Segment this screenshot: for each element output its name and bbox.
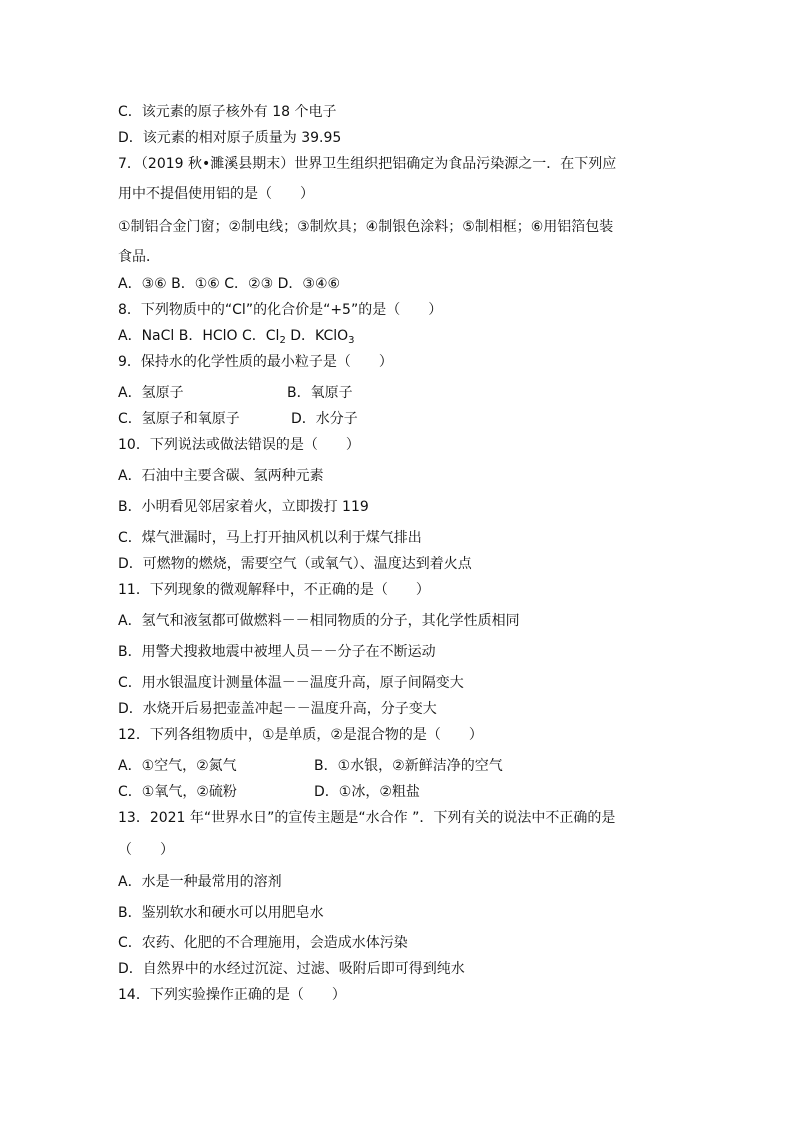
q7-stem-line4: 食品． <box>118 249 160 265</box>
q11-option-c: C．用水银温度计测量体温－－温度升高，原子间隔变大 <box>118 675 464 691</box>
q7-options: A．③⑥ B．①⑥ C．②③ D．③④⑥ <box>118 276 341 292</box>
q12-option-c: C．①氧气，②硫粉 <box>118 784 237 800</box>
q9-stem: 9．保持水的化学性质的最小粒子是（ ） <box>118 354 393 370</box>
q7-stem-line2: 用中不提倡使用铝的是（ ） <box>118 186 314 202</box>
q13-option-d: D．自然界中的水经过沉淀、过滤、吸附后即可得到纯水 <box>118 961 465 977</box>
q6-option-d: D．该元素的相对原子质量为 39.95 <box>118 130 342 146</box>
q13-option-b: B．鉴别软水和硬水可以用肥皂水 <box>118 905 324 921</box>
q10-option-b: B．小明看见邻居家着火，立即拨打 119 <box>118 499 369 515</box>
q10-option-d: D．可燃物的燃烧，需要空气（或氧气）、温度达到着火点 <box>118 556 472 572</box>
q8-options <box>118 328 355 344</box>
q11-stem: 11．下列现象的微观解释中，不正确的是（ ） <box>118 582 430 598</box>
q12-option-d: D．①冰，②粗盐 <box>314 784 420 800</box>
q11-option-a: A．氢气和液氢都可做燃料－－相同物质的分子，其化学性质相同 <box>118 613 520 629</box>
q13-option-c: C．农药、化肥的不合理施用，会造成水体污染 <box>118 935 408 951</box>
q11-option-b: B．用警犬搜救地震中被埋人员－－分子在不断运动 <box>118 644 436 660</box>
q13-option-a: A．水是一种最常用的溶剂 <box>118 874 282 890</box>
q9-option-a: A．氢原子 <box>118 385 184 401</box>
q9-option-b: B．氧原子 <box>287 385 353 401</box>
q10-stem: 10．下列说法或做法错误的是（ ） <box>118 437 360 453</box>
q7-stem-line3: ①制铝合金门窗；②制电线；③制炊具；④制银色涂料；⑤制相框；⑥用铝箔包装 <box>118 219 614 235</box>
q9-option-c: C．氢原子和氧原子 <box>118 411 240 427</box>
q12-option-b: B．①水银，②新鲜洁净的空气 <box>314 758 503 774</box>
q13-stem-line1: 13．2021 年“世界水日”的宣传主题是“水合作 ”．下列有关的说法中不正确的是 <box>118 810 616 826</box>
q12-stem: 12．下列各组物质中，①是单质，②是混合物的是（ ） <box>118 727 483 743</box>
q10-option-c: C．煤气泄漏时，马上打开抽风机以利于煤气排出 <box>118 530 422 546</box>
q8-subscript-2: 3 <box>348 335 355 346</box>
q11-option-d: D．水烧开后易把壶盖冲起－－温度升高，分子变大 <box>118 701 437 717</box>
q6-option-c: C．该元素的原子核外有 18 个电子 <box>118 104 337 120</box>
q8-options-part1: A．NaCl B．HClO C．Cl <box>118 328 280 344</box>
q10-option-a: A．石油中主要含碳、氢两种元素 <box>118 468 324 484</box>
q8-subscript-1: 2 <box>279 335 286 346</box>
q7-stem-line1: 7．（2019 秋•濉溪县期末）世界卫生组织把铝确定为食品污染源之一．在下列应 <box>118 156 617 172</box>
q14-stem: 14．下列实验操作正确的是（ ） <box>118 987 346 1003</box>
q8-options-part2: D．KClO <box>285 328 349 344</box>
q12-option-a: A．①空气，②氮气 <box>118 758 237 774</box>
q8-stem: 8．下列物质中的“Cl”的化合价是“+5”的是（ ） <box>118 302 443 318</box>
q9-option-d: D．水分子 <box>291 411 358 427</box>
q13-stem-line2: （ ） <box>118 842 174 858</box>
